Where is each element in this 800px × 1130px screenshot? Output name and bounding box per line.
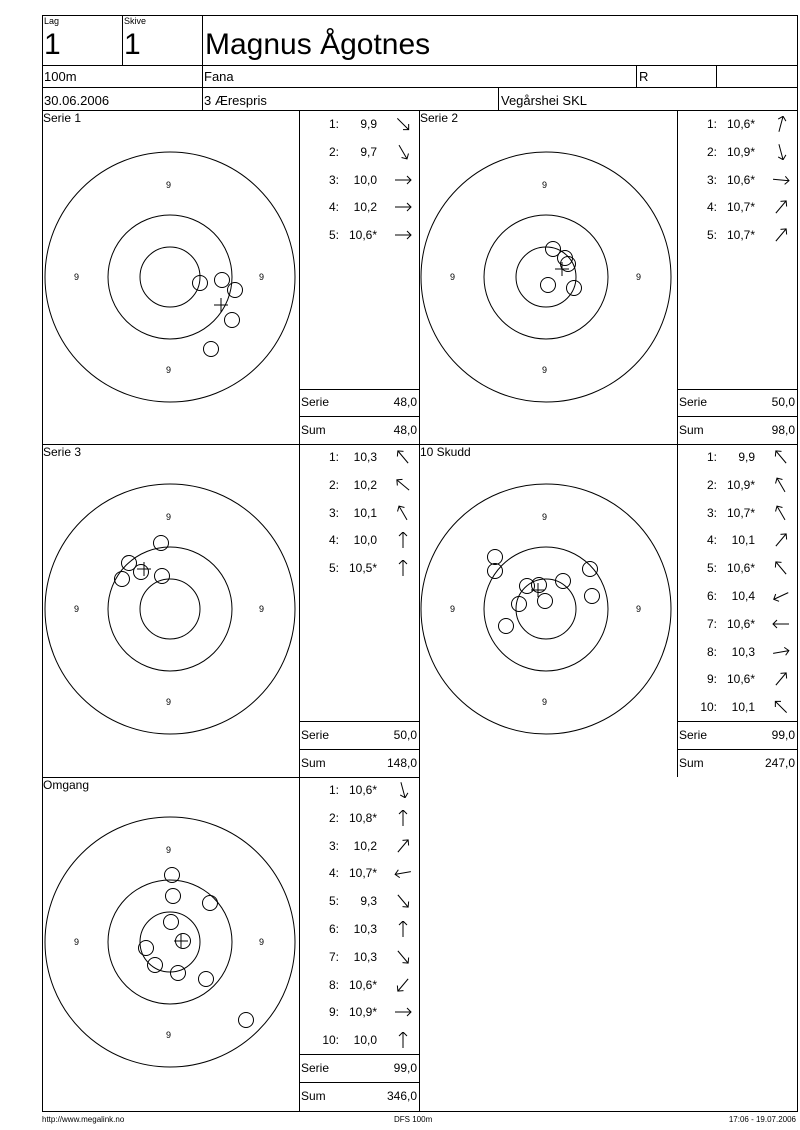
ring-number: 9 [542, 180, 548, 190]
ring-number: 9 [636, 604, 642, 614]
shot-row [300, 227, 419, 243]
shot-score: 10,6* [726, 561, 755, 576]
direction-arrow-icon [392, 1032, 414, 1048]
direction-arrow-icon [392, 227, 414, 243]
shot-number: 3: [328, 505, 339, 520]
organizer: Vegårshei SKL [501, 93, 588, 108]
shot-row [300, 560, 419, 576]
summary-line [677, 389, 798, 390]
shot-score: 10,2 [353, 477, 377, 492]
shot-score: 10,4 [731, 589, 755, 603]
header-divider [498, 87, 499, 110]
shot-number: 1: [328, 117, 339, 131]
shot-row [300, 116, 419, 132]
shot-row [300, 144, 419, 160]
ring-number: 9 [166, 512, 172, 522]
shot-row [678, 477, 797, 493]
shot-score: 10,6* [726, 616, 755, 631]
shot-score: 10,1 [731, 533, 755, 548]
direction-arrow-icon [392, 116, 414, 132]
shot-score: 10,6* [348, 228, 377, 243]
ring-number: 9 [450, 604, 456, 614]
direction-arrow-icon [392, 172, 414, 188]
direction-arrow-icon [392, 449, 414, 465]
shot-number: 4: [706, 533, 717, 548]
ring-number: 9 [166, 845, 172, 855]
shot-number: 2: [706, 144, 717, 159]
serie-label: Serie [301, 395, 330, 409]
direction-arrow-icon [770, 199, 792, 215]
shot-score: 10,9* [726, 477, 755, 492]
ring-number: 9 [166, 1030, 172, 1040]
shot-row [300, 893, 419, 909]
shot-number: 3: [706, 505, 717, 520]
shot-number: 6: [706, 589, 717, 603]
sum-label: Sum [301, 423, 326, 437]
direction-arrow-icon [770, 505, 792, 521]
panel-divider [419, 110, 420, 1112]
skive-label: Skive [124, 16, 147, 26]
class: R [639, 69, 649, 84]
shot-row [678, 116, 797, 132]
shot-score: 10,1 [353, 505, 377, 520]
shot-row [678, 671, 797, 687]
sum-value: 98,0 [771, 423, 795, 437]
shot-number: 7: [706, 616, 717, 631]
ring-number: 9 [450, 272, 456, 282]
summary-line [677, 721, 798, 722]
shot-score: 10,3 [353, 922, 377, 936]
footer-right: 17:06 - 19.07.2006 [728, 1115, 796, 1124]
ring-number: 9 [542, 512, 548, 522]
shot-score: 10,8* [348, 810, 377, 825]
sum-value: 148,0 [386, 756, 417, 770]
serie-label: Serie [301, 728, 330, 742]
shot-score: 10,1 [731, 700, 755, 715]
header-divider [42, 87, 798, 88]
direction-arrow-icon [770, 699, 792, 715]
direction-arrow-icon [770, 449, 792, 465]
direction-arrow-icon [392, 782, 414, 798]
shot-number: 2: [328, 477, 339, 492]
shot-row [300, 1004, 419, 1020]
shot-score: 10,7* [726, 228, 755, 243]
shot-row [678, 588, 797, 604]
sum-label: Sum [679, 756, 704, 770]
shot-number: 5: [328, 228, 339, 243]
shot-number: 2: [328, 810, 339, 825]
sum-label: Sum [301, 756, 326, 770]
panel-title: Omgang [43, 778, 90, 792]
shot-score: 10,0 [353, 533, 377, 548]
shot-score: 10,0 [353, 1033, 377, 1048]
shot-number: 5: [706, 561, 717, 576]
summary-line [299, 1082, 419, 1083]
shot-score: 10,7* [726, 200, 755, 215]
shot-number: 6: [328, 922, 339, 936]
ring-number: 9 [259, 604, 265, 614]
shot-score: 10,2 [353, 838, 377, 853]
shot-number: 2: [328, 144, 339, 159]
shot-score: 9,7 [360, 144, 377, 159]
lag-label: Lag [44, 16, 60, 26]
shot-score: 9,3 [360, 894, 377, 909]
shot-row [678, 199, 797, 215]
skive-value: 1 [124, 28, 141, 61]
direction-arrow-icon [392, 810, 414, 826]
header-divider [636, 65, 637, 87]
direction-arrow-icon [392, 1004, 414, 1020]
shot-score: 9,9 [738, 450, 755, 464]
direction-arrow-icon [770, 644, 792, 660]
direction-arrow-icon [392, 199, 414, 215]
shot-number: 4: [706, 200, 717, 215]
direction-arrow-icon [770, 227, 792, 243]
ring-number: 9 [166, 180, 172, 190]
shot-number: 8: [328, 977, 339, 992]
shot-number: 5: [328, 561, 339, 576]
direction-arrow-icon [392, 560, 414, 576]
shot-row [300, 921, 419, 937]
direction-arrow-icon [392, 838, 414, 854]
shot-row [300, 532, 419, 548]
shot-row [678, 560, 797, 576]
header-divider [122, 15, 123, 65]
direction-arrow-icon [770, 560, 792, 576]
direction-arrow-icon [392, 921, 414, 937]
shot-score: 10,3 [353, 949, 377, 964]
shot-row [300, 949, 419, 965]
direction-arrow-icon [770, 477, 792, 493]
sum-value: 346,0 [386, 1089, 417, 1103]
direction-arrow-icon [392, 865, 414, 881]
panel-title: Serie 1 [43, 111, 82, 125]
shot-number: 1: [706, 117, 717, 131]
event: 3 Ærespris [204, 93, 267, 108]
shot-number: 4: [328, 200, 339, 215]
serie-value: 50,0 [393, 728, 417, 742]
shot-number: 10: [700, 700, 717, 715]
direction-arrow-icon [770, 144, 792, 160]
shot-number: 3: [328, 172, 339, 187]
shot-row [300, 477, 419, 493]
serie-value: 99,0 [393, 1061, 417, 1075]
ring-number: 9 [74, 604, 80, 614]
serie-label: Serie [301, 1061, 330, 1075]
shot-score: 10,6* [726, 117, 755, 131]
shot-number: 1: [706, 450, 717, 464]
ring-number: 9 [259, 272, 265, 282]
summary-line [299, 1054, 419, 1055]
shot-score: 10,3 [353, 450, 377, 464]
ring-number: 9 [74, 272, 80, 282]
shot-number: 4: [328, 866, 339, 881]
shot-score: 10,6* [726, 172, 755, 187]
shot-row [300, 977, 419, 993]
lag-value: 1 [44, 28, 61, 61]
shot-number: 4: [328, 533, 339, 548]
serie-value: 50,0 [771, 395, 795, 409]
direction-arrow-icon [392, 505, 414, 521]
serie-value: 99,0 [771, 728, 795, 742]
distance: 100m [44, 69, 77, 84]
header-divider [202, 15, 203, 110]
shot-row [678, 172, 797, 188]
ring-number: 9 [74, 937, 80, 947]
summary-line [677, 416, 798, 417]
shot-score: 10,7* [348, 866, 377, 881]
serie-label: Serie [679, 728, 708, 742]
header-divider [716, 65, 717, 87]
shot-score: 10,5* [348, 561, 377, 576]
shot-score: 10,0 [353, 172, 377, 187]
shot-number: 10: [322, 1033, 339, 1048]
direction-arrow-icon [392, 477, 414, 493]
sum-label: Sum [301, 1089, 326, 1103]
shot-score: 10,6* [348, 977, 377, 992]
shot-number: 9: [328, 1005, 339, 1020]
shot-row [300, 838, 419, 854]
shot-row [300, 449, 419, 465]
shot-row [678, 699, 797, 715]
shot-row [678, 644, 797, 660]
serie-label: Serie [679, 395, 708, 409]
sum-label: Sum [679, 423, 704, 437]
direction-arrow-icon [392, 532, 414, 548]
shot-row [678, 144, 797, 160]
shot-score: 10,6* [348, 783, 377, 797]
date: 30.06.2006 [44, 93, 110, 108]
ring-number: 9 [636, 272, 642, 282]
shot-row [300, 1032, 419, 1048]
direction-arrow-icon [392, 144, 414, 160]
club: Fana [204, 69, 234, 84]
shot-number: 3: [706, 172, 717, 187]
shot-number: 5: [328, 894, 339, 909]
shot-score: 10,9* [726, 144, 755, 159]
shot-row [678, 505, 797, 521]
panel-title: Serie 2 [420, 111, 459, 125]
summary-line [299, 389, 419, 390]
panel-title: Serie 3 [43, 445, 82, 459]
sum-value: 247,0 [764, 756, 795, 770]
ring-number: 9 [542, 365, 548, 375]
shot-number: 1: [328, 783, 339, 797]
shot-row [678, 449, 797, 465]
shot-row [678, 532, 797, 548]
footer-center: DFS 100m [394, 1115, 433, 1124]
shooter-name: Magnus Ågotnes [205, 28, 431, 61]
shot-number: 7: [328, 949, 339, 964]
ring-number: 9 [259, 937, 265, 947]
shot-score: 10,6* [726, 672, 755, 687]
panel-title: 10 Skudd [420, 445, 471, 459]
shot-number: 2: [706, 477, 717, 492]
shot-score: 10,2 [353, 200, 377, 215]
shot-row [300, 505, 419, 521]
direction-arrow-icon [392, 949, 414, 965]
shot-row [300, 782, 419, 798]
shot-score: 10,7* [726, 505, 755, 520]
ring-number: 9 [542, 697, 548, 707]
serie-value: 48,0 [393, 395, 417, 409]
ring-number: 9 [166, 365, 172, 375]
shot-row [300, 865, 419, 881]
shot-row [300, 172, 419, 188]
summary-line [299, 416, 419, 417]
shot-score: 10,3 [731, 644, 755, 659]
direction-arrow-icon [392, 977, 414, 993]
shot-number: 3: [328, 838, 339, 853]
direction-arrow-icon [392, 893, 414, 909]
direction-arrow-icon [770, 671, 792, 687]
direction-arrow-icon [770, 588, 792, 604]
shot-number: 5: [706, 228, 717, 243]
footer-left: http://www.megalink.no [42, 1115, 125, 1124]
summary-line [299, 721, 419, 722]
direction-arrow-icon [770, 616, 792, 632]
shot-row [678, 227, 797, 243]
direction-arrow-icon [770, 532, 792, 548]
ring-number: 9 [166, 697, 172, 707]
shot-score: 9,9 [360, 117, 377, 131]
shot-row [300, 810, 419, 826]
panel-divider [42, 777, 420, 778]
summary-line [677, 749, 798, 750]
shot-row [300, 199, 419, 215]
shot-number: 1: [328, 450, 339, 464]
shot-number: 9: [706, 672, 717, 687]
shot-score: 10,9* [348, 1005, 377, 1020]
shot-number: 8: [706, 644, 717, 659]
header-divider [42, 65, 798, 66]
sum-value: 48,0 [393, 423, 417, 437]
summary-line [299, 749, 419, 750]
direction-arrow-icon [770, 172, 792, 188]
direction-arrow-icon [770, 116, 792, 132]
shot-row [678, 616, 797, 632]
